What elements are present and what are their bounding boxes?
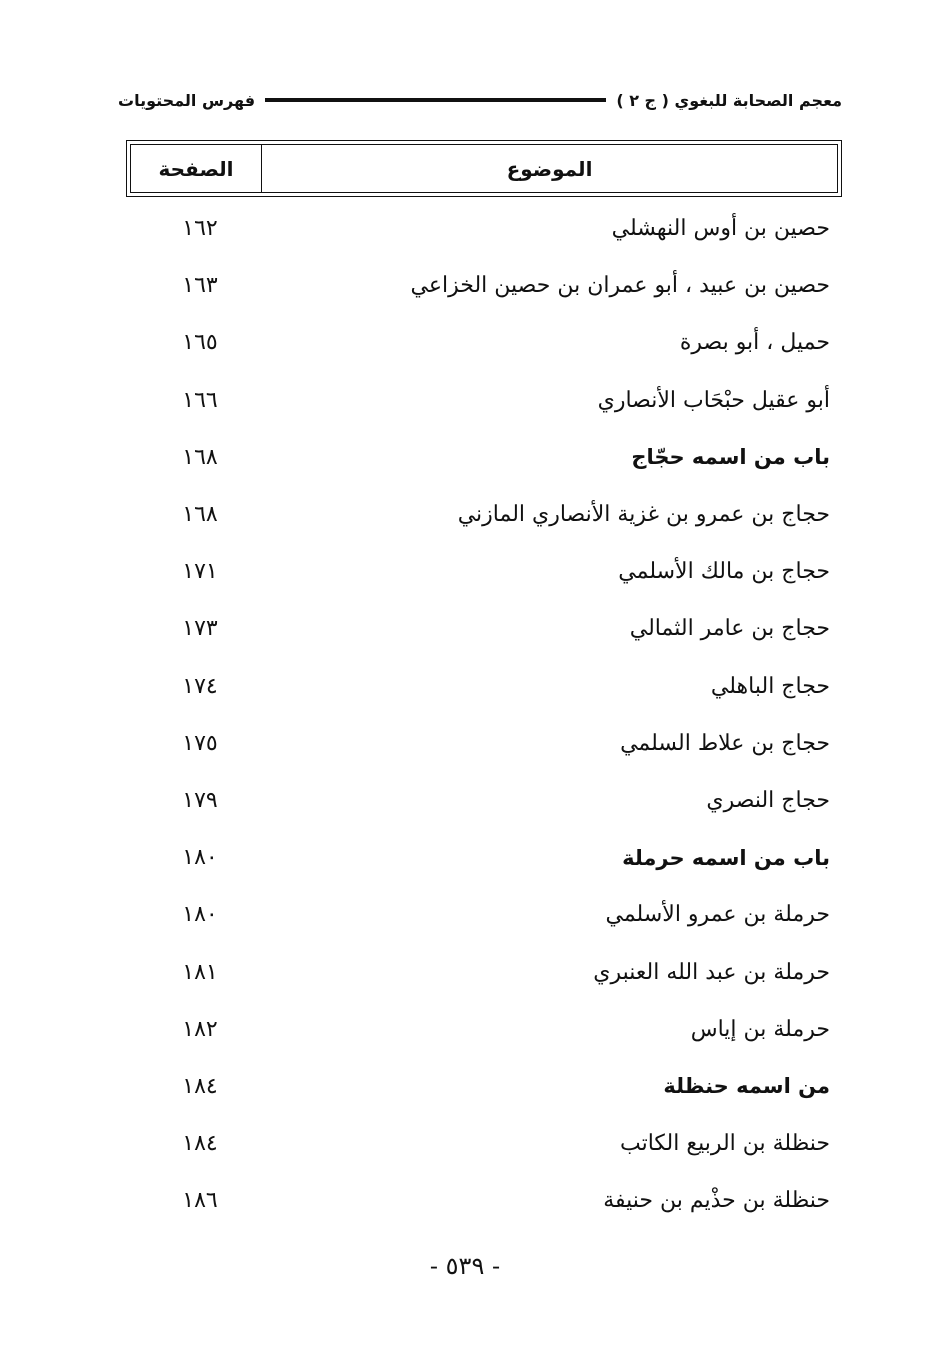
entry-topic: حرملة بن عمرو الأسلمي xyxy=(605,902,830,928)
table-header-inner xyxy=(130,144,838,193)
entry-topic: حنظلة بن حذْيم بن حنيفة xyxy=(603,1188,830,1214)
list-item xyxy=(130,1115,842,1172)
entry-page-number: ١٨٢ xyxy=(182,1016,218,1042)
running-header xyxy=(118,84,842,116)
entry-topic: حميل ، أبو بصرة xyxy=(679,330,830,356)
entry-topic: حجاج بن عامر الثمالي xyxy=(629,616,830,642)
entry-page-number: ١٧٥ xyxy=(182,730,218,756)
section-heading-row xyxy=(130,829,842,886)
section-heading: باب من اسمه حجّاج xyxy=(631,445,830,470)
entry-page-number: ١٨٠ xyxy=(182,845,218,871)
list-item xyxy=(130,943,842,1000)
entry-page-number: ١٦٥ xyxy=(182,330,218,356)
entry-page-number: ١٨١ xyxy=(182,959,218,985)
section-heading-row xyxy=(130,1058,842,1115)
list-item xyxy=(130,314,842,371)
list-item xyxy=(130,1172,842,1229)
entry-page-number: ١٧٣ xyxy=(182,616,218,642)
entry-topic: حجاج بن عمرو بن غزية الأنصاري المازني xyxy=(457,502,830,528)
entry-page-number: ١٦٨ xyxy=(182,502,218,528)
page-number-footer: - ٥٣٩ - xyxy=(429,1252,501,1280)
entry-topic: حجاج بن علاط السلمي xyxy=(620,730,830,756)
page-column-header: الصفحة xyxy=(158,156,234,181)
entry-page-number: ١٧٩ xyxy=(182,787,218,813)
list-item xyxy=(130,1001,842,1058)
topic-column-header: الموضوع xyxy=(261,145,837,192)
entry-topic: حرملة بن عبد الله العنبري xyxy=(593,959,830,985)
entry-topic: حصين بن أوس النهشلي xyxy=(611,216,830,242)
running-header-section-title: فهرس المحتويات xyxy=(118,90,256,110)
section-heading-row xyxy=(130,429,842,486)
entry-topic: حنظلة بن الربيع الكاتب xyxy=(619,1131,830,1157)
entry-page-number: ١٧٤ xyxy=(182,673,218,699)
running-header-rule xyxy=(265,98,606,102)
list-item xyxy=(130,772,842,829)
list-item xyxy=(130,372,842,429)
list-item xyxy=(130,543,842,600)
running-header-book-title: معجم الصحابة للبغوي ( ج ٢ ) xyxy=(616,90,842,110)
entry-page-number: ١٨٤ xyxy=(182,1073,218,1099)
entry-topic: حجاج الباهلي xyxy=(710,673,830,699)
list-item xyxy=(130,486,842,543)
list-item xyxy=(130,886,842,943)
entry-topic: حجاج بن مالك الأسلمي xyxy=(618,559,830,585)
entry-topic: أبو عقيل حبْحَاب الأنصاري xyxy=(597,387,830,413)
section-heading: من اسمه حنظلة xyxy=(663,1074,830,1099)
list-item xyxy=(130,715,842,772)
list-item xyxy=(130,257,842,314)
list-item xyxy=(130,658,842,715)
entry-page-number: ١٦٣ xyxy=(182,273,218,299)
contents-list xyxy=(130,200,842,1229)
entry-topic: حجاج النصري xyxy=(706,787,830,813)
entry-page-number: ١٦٦ xyxy=(182,387,218,413)
list-item xyxy=(130,200,842,257)
entry-page-number: ١٦٢ xyxy=(182,216,218,242)
entry-page-number: ١٨٦ xyxy=(182,1188,218,1214)
list-item xyxy=(130,600,842,657)
entry-topic: حصين بن عبيد ، أبو عمران بن حصين الخزاعي xyxy=(410,273,830,299)
section-heading: باب من اسمه حرملة xyxy=(622,845,830,870)
entry-page-number: ١٨٠ xyxy=(182,902,218,928)
entry-topic: حرملة بن إياس xyxy=(690,1016,830,1042)
entry-page-number: ١٦٨ xyxy=(182,444,218,470)
table-header xyxy=(126,140,842,197)
entry-page-number: ١٨٤ xyxy=(182,1131,218,1157)
entry-page-number: ١٧١ xyxy=(182,559,218,585)
